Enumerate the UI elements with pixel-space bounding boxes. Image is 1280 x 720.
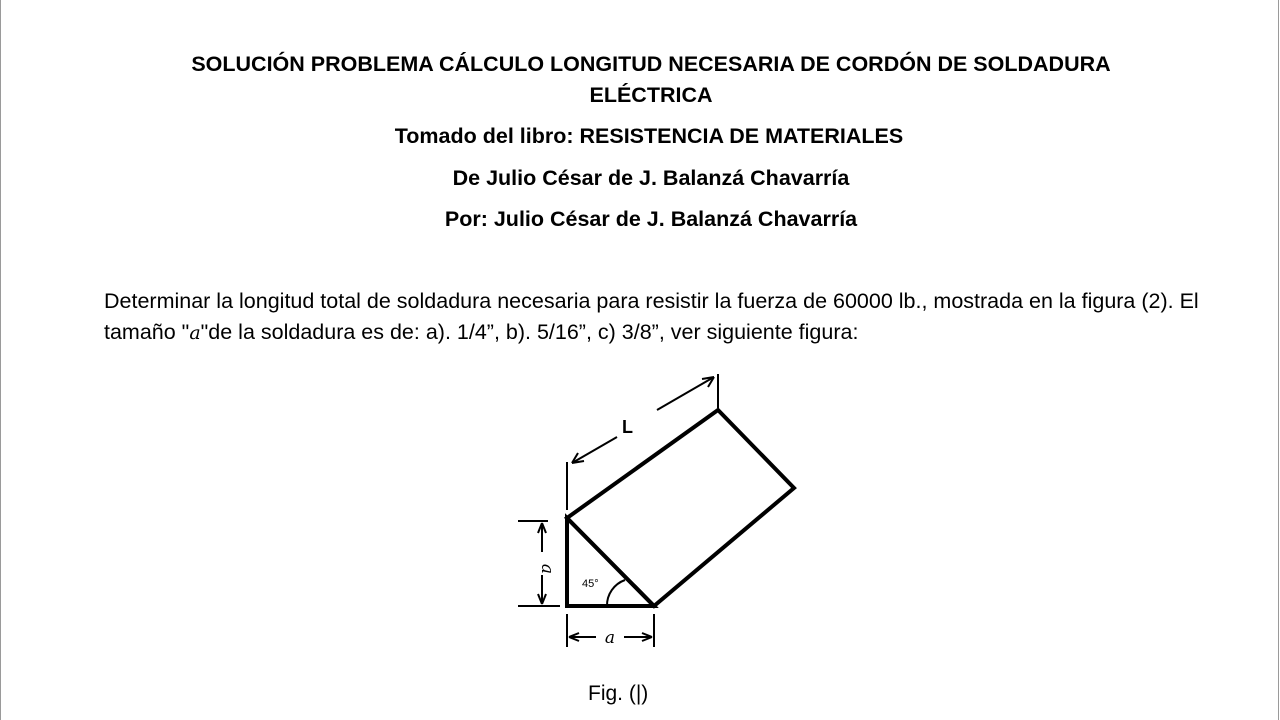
title-line-2: ELÉCTRICA bbox=[589, 83, 713, 107]
author: De Julio César de J. Balanzá Chavarría bbox=[452, 166, 850, 190]
weld-prism bbox=[567, 410, 794, 606]
source: Tomado del libro: RESISTENCIA DE MATERIALES bbox=[394, 124, 904, 148]
figure-caption: Fig. (|) bbox=[588, 682, 649, 705]
problem-text-2: "de la soldadura es de: a). 1/4”, b). 5/16”, c) 3/8”, ver siguiente figura: bbox=[200, 320, 859, 344]
label-a-horizontal: a bbox=[604, 628, 616, 648]
problem-text-1: Determinar la longitud total de soldadura necesaria para resistir la fuerza de 60000 lb., mostrada en la figura (2). El tamaño " bbox=[104, 289, 1199, 344]
angle-label: 45° bbox=[582, 578, 599, 590]
label-a-vertical: a bbox=[537, 563, 557, 575]
label-L: L bbox=[622, 417, 633, 437]
by-line: Por: Julio César de J. Balanzá Chavarría bbox=[444, 207, 858, 231]
variable-a: a bbox=[189, 322, 201, 344]
title-line-1: SOLUCIÓN PROBLEMA CÁLCULO LONGITUD NECESARIA DE CORDÓN DE SOLDADURA bbox=[191, 52, 1111, 76]
